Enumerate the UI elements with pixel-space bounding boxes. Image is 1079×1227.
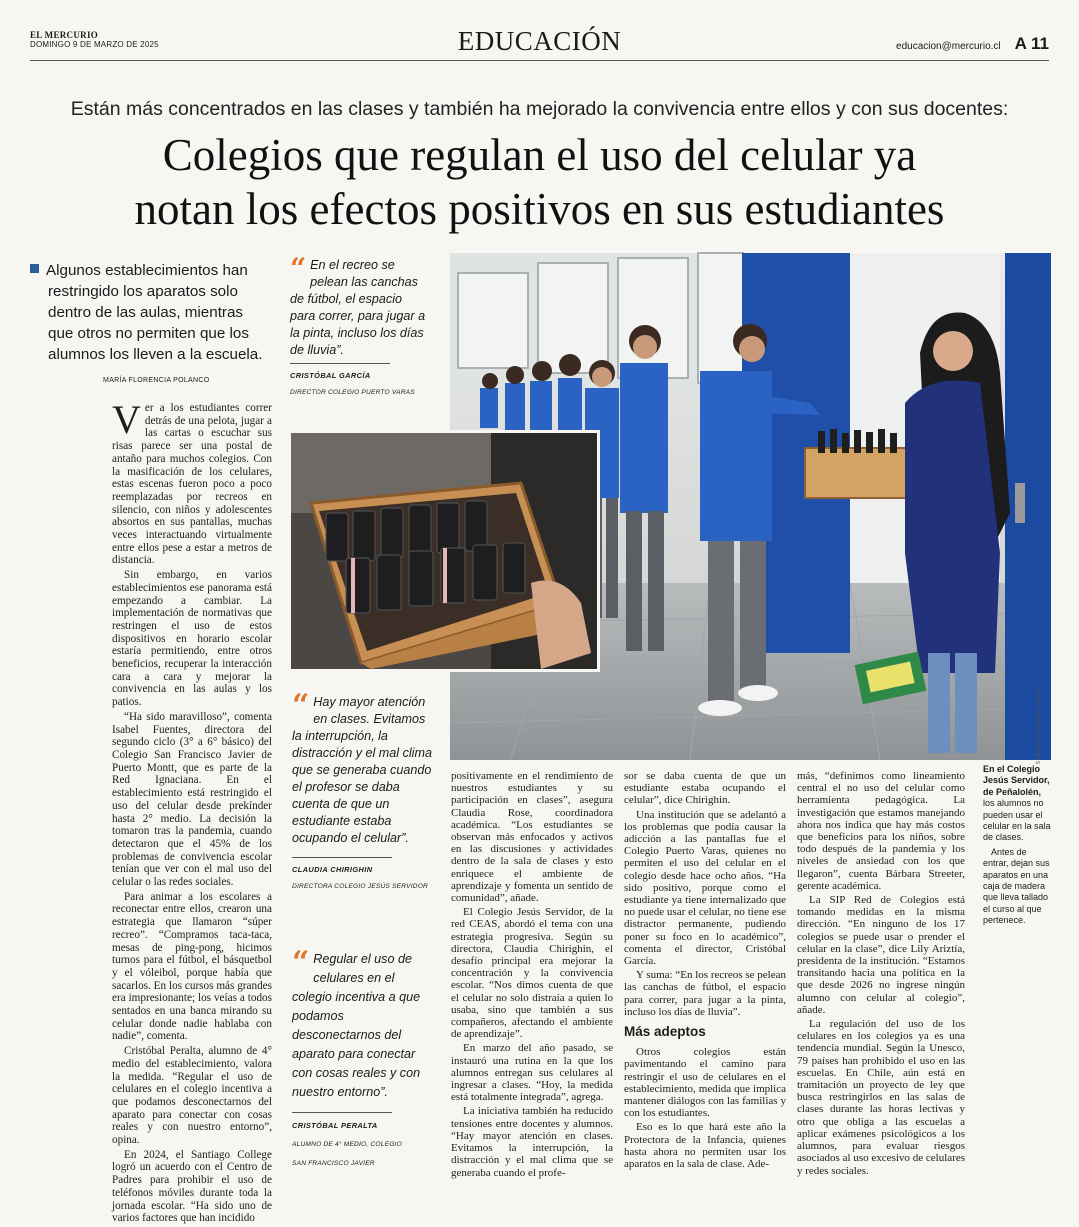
col3-paragraph-3: Y suma: “En los recreos se pelean las canchas de fútbol, el espacio para correr, para jugar a la pinta, incluso los días de lluvia”. [624, 969, 786, 1018]
body-column-3 [624, 770, 786, 1172]
col1-paragraph-5: Cristóbal Peralta, alumno de 4° medio del establecimiento, valora la medida. “Regular el uso de celulares en el colegio incentiva a que podamos desconectarnos del aparato para conectar con cosas reales y con nuestro entorno”, opina. [112, 1045, 272, 1147]
col1-paragraph-4: Para animar a los escolares a reconectar entre ellos, crearon una estrategia que llamaron “súper recreo”. “Compramos taca-taca, mesas de ping-pong, hicimos turnos para el fútbol, el básquetbol y el vóleibol, porque había que sacarlos. En los cursos más grandes era impresionante; los veías a todos sentados en una banca mirando su celular donde nadie hablaba con nadie”, comenta. [112, 890, 272, 1043]
col4-paragraph-1: más, “definimos como lineamiento central el no uso del celular como herramienta pedagógica. La investigación que estamos manejando ahora nos indica que hay más costos que beneficios para los niños, sobre todo después de la pandemia y los niveles de ansiedad con los que llegaron”, cuenta Bárbara Streeter, gerente académica. [797, 770, 965, 892]
col2-paragraph-4: La iniciativa también ha reducido tensiones entre docentes y alumnos. “Hay mayor atención en clases. Evitamos la interrupción, la distracción y el mal clima que se generaba cuando el profe- [451, 1105, 613, 1179]
body-column-1 [112, 397, 272, 1227]
inset-photo-illustration [291, 433, 597, 669]
quote-role: ALUMNO DE 4° MEDIO, COLEGIO SAN FRANCISCO JAVIER [292, 1141, 402, 1167]
caption-text: los alumnos no pueden usar el celular en la sala de clases. [983, 798, 1051, 843]
summary-bullet-square [30, 264, 39, 273]
headline-line-1: Colegios que regulan el uso del celular ya [162, 130, 917, 180]
col3-paragraph-1: sor se daba cuenta de que un estudiante estaba ocupando el celular”, dice Chirighin. [624, 770, 786, 807]
photo-credit: SERGIO ALFONSO LÓPEZ [1036, 690, 1042, 765]
pull-quote-garcia [290, 252, 430, 401]
col1-paragraph-1: er a los estudiantes correr detrás de una pelota, jugar a las cartas o escuchar sus risas parece ser una postal de antaño para muchos colegios. Con la masificación de los celulares, estas escenas fueron poco a poco reemplazadas por recreos en silencio, con niños y adolescentes absortos en sus pantallas, muchas veces interactuando virtualmente entre ellos pese a estar a metros de distancia. [112, 402, 272, 567]
body-column-2 [451, 770, 613, 1181]
quote-name: CLAUDIA CHIRIGHIN [292, 865, 373, 874]
quote-role: DIRECTOR COLEGIO PUERTO VARAS [290, 389, 415, 396]
masthead-rule [30, 60, 1049, 61]
pull-quote-chirighin [292, 688, 432, 895]
quote-separator [292, 857, 392, 858]
col3-paragraph-5: Eso es lo que hará este año la Protectora de la Infancia, quienes hasta ahora no permiten usar los aparatos en la sala de clase. Ade- [624, 1121, 786, 1171]
paper-name: EL MERCURIO [30, 30, 99, 40]
section-title: EDUCACIÓN [457, 26, 622, 56]
quote-role: DIRECTORA COLEGIO JESÚS SERVIDOR [292, 883, 428, 890]
issue-date: DOMINGO 9 DE MARZO DE 2025 [30, 40, 159, 50]
col1-paragraph-6: En 2024, el Santiago College logró un acuerdo con el Centro de Padres para prohibir el uso de teléfonos móviles durante toda la jornada escolar. “Ha sido uno de varios factores que han incidido [112, 1148, 272, 1225]
col1-paragraph-2: Sin embargo, en varios establecimientos ese panorama está empezando a cambiar. La implementación de normativas que restringen el uso de estos dispositivos en horario escolar estaría permitiendo, entre otros beneficios, recuperar la interacción cara a cara y mejorar la convivencia en las aulas y los patios. [112, 569, 272, 709]
quote-text: Hay mayor atención en clases. Evitamos la interrupción, la distracción y el mal clima que se generaba cuando el profesor se daba cuenta de que un estudiante estaba ocupando el celular”. [292, 695, 432, 845]
subheading-mas-adeptos: Más adeptos [624, 1024, 706, 1040]
col2-paragraph-2: El Colegio Jesús Servidor, de la red CEAS, abordó el tema con una estrategia progresiva. Según su directora, Claudia Chirighin, el desafío principal era mejorar la concentración y la convivencia escolar. “Nos dimos cuenta de que el celular no solo distraía a quien lo usaba, sino que también a sus compañeros, afectando el ambiente de aprendizaje”. [451, 906, 613, 1041]
caption-bold: En el Colegio Jesús Servidor, de Peñalolén, [983, 764, 1050, 797]
col2-paragraph-1: positivamente en el rendimiento de nuestros estudiantes y su participación en clases”, asegura Claudia Rose, coordinadora académica. “Los estudiantes se observan más enfocados y activos en las discusiones y actividades dentro de la sala de clases y esto enriquece el ambiente de aprendizaje y fomenta un sentido de comunidad”, añade. [451, 770, 613, 905]
body-column-4 [797, 770, 965, 1179]
summary-text: Algunos establecimientos han restringido los aparatos solo dentro de las aulas, mientras que otros no permiten que los alumnos los lleven a la escuela. [46, 262, 263, 363]
quote-separator [290, 363, 390, 364]
byline: MARÍA FLORENCIA POLANCO [103, 377, 210, 384]
col1-paragraph-3: “Ha sido maravilloso”, comenta Isabel Fuentes, directora del segundo ciclo (3° a 6° básico) del Colegio San Francisco Javier de Puerto Montt, que es parte de la Red Ignaciana. En el establecimiento está restringido el uso del celular desde prekínder hasta 2° medio. La decisión la tomaron tras la pandemia, cuando detectaron que el 45% de los problemas de convivencia escolar tenían que ver con el mal uso del celular o las redes sociales. [112, 710, 272, 889]
col2-paragraph-3: En marzo del año pasado, se instauró una rutina en la que los alumnos entregan sus celulares al ingresar a clases. “Hoy, la medida está totalmente integrada”, agrega. [451, 1042, 613, 1104]
caption-text-2: Antes de entrar, dejan sus aparatos en una caja de madera que lleva tallado el curso al que pertenece. [983, 846, 1050, 926]
pull-quote-peralta [292, 945, 432, 1173]
col4-paragraph-3: La regulación del uso de los celulares en los colegios ya es una tendencia mundial. Según la Unesco, 79 países han prohibido el uso en las escuelas. En Chile, aún está en tramitación un proyecto de ley que busca restringirlos en las salas de clases durante las horas lectivas y otro que obliga a las escuelas a aplicar exámenes psicológicos a los alumnos, para evaluar riesgos asociados al uso excesivo de celulares y redes sociales. [797, 1018, 965, 1177]
quote-text: En el recreo se pelean las canchas de fútbol, el espacio para correr, para jugar a la pinta, incluso los días de lluvia”. [290, 258, 426, 357]
quote-separator [292, 1112, 392, 1113]
masthead-right [896, 34, 1049, 54]
section-email[interactable]: educacion@mercurio.cl [896, 41, 1001, 52]
quote-mark-icon: “ [292, 945, 310, 980]
col3-paragraph-2: Una institución que se adelantó a los problemas que podía causar la adicción a las pantallas fue el Colegio Puerto Varas, quienes no permiten el uso del celular en el colegio desde hace ocho años. “Ha sido positivo, porque como el estudiante ya tiene internalizado que no puede usar el celular, no tiene ese distractor permanente, pudiendo poner su foco en lo académico”, comenta el director, Cristóbal García. [624, 808, 786, 968]
col3-paragraph-4: Otros colegios están pavimentando el camino para restringir el uso de celulares en el establecimiento, medida que implica mantener diálogos con las familias y con los estudiantes. [624, 1046, 786, 1120]
col4-paragraph-2: La SIP Red de Colegios está tomando medidas en la misma dirección. “En ninguno de los 17 colegios se puede usar o prender el celular en la clase”, dice Lily Ariztía, presidenta de la institución. “Estamos transitando hacia una política en la que desde 2026 no ingrese ningún alumno con celular al colegio”, añade. [797, 894, 965, 1016]
quote-name: CRISTÓBAL GARCÍA [290, 371, 371, 380]
dropcap: V [112, 397, 141, 442]
quote-name: CRISTÓBAL PERALTA [292, 1121, 378, 1130]
page-number: A 11 [1014, 34, 1049, 53]
article-headline [20, 128, 1059, 236]
article-summary [30, 260, 270, 365]
headline-line-2: notan los efectos positivos en sus estudiantes [134, 184, 945, 234]
inset-photo [288, 430, 600, 672]
quote-mark-icon: “ [290, 252, 307, 285]
photo-caption [983, 764, 1053, 930]
article-kicker: Están más concentrados en las clases y también ha mejorado la convivencia entre ellos y con sus docentes: [70, 98, 1009, 120]
quote-text: Regular el uso de celulares en el colegio incentiva a que podamos desconectarnos del aparato para conectar con cosas reales y con nuestro entorno”. [292, 952, 421, 1099]
quote-mark-icon: “ [292, 688, 310, 723]
